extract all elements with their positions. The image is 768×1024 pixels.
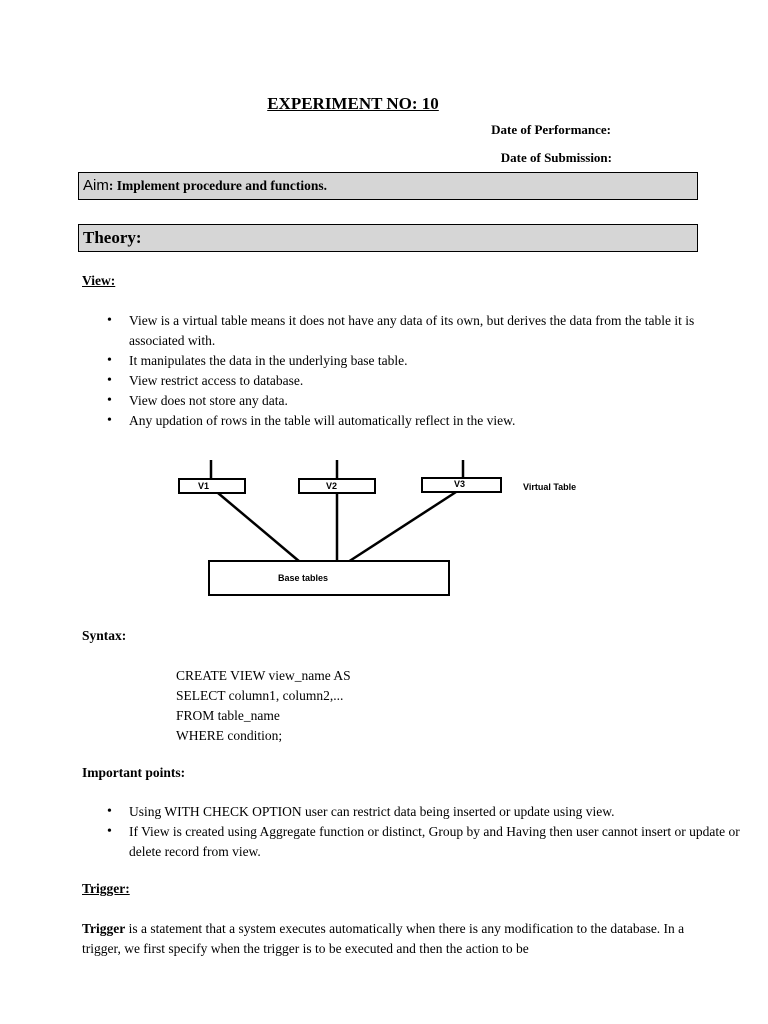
aim-text: : Implement procedure and functions. xyxy=(108,178,327,193)
date-of-submission: Date of Submission: xyxy=(500,150,612,165)
trigger-paragraph xyxy=(82,919,692,959)
code-line: CREATE VIEW view_name AS xyxy=(176,668,351,683)
v1-label: V1 xyxy=(198,481,210,491)
important-points-heading: Important points: xyxy=(82,765,186,780)
virtual-table-label: Virtual Table xyxy=(523,482,577,492)
trigger-term: Trigger xyxy=(82,921,126,936)
v2-label: V2 xyxy=(326,481,338,491)
v1-connector xyxy=(218,493,300,562)
code-line: SELECT column1, column2,... xyxy=(176,688,344,703)
trigger-heading: Trigger: xyxy=(82,881,130,896)
list-item: • It manipulates the data in the underlying base table. xyxy=(129,351,749,371)
syntax-heading: Syntax: xyxy=(82,628,127,643)
v3-label: V3 xyxy=(454,479,466,489)
list-item: • Any updation of rows in the table will automatically reflect in the view. xyxy=(129,411,749,431)
view-heading: View: xyxy=(82,273,116,288)
base-table-box xyxy=(209,561,449,595)
code-line: FROM table_name xyxy=(176,708,280,723)
view-diagram-svg xyxy=(160,455,620,605)
aim-label: Aim xyxy=(83,177,109,194)
list-item: • If View is created using Aggregate function or distinct, Group by and Having then user cannot insert or update or delete record from view. xyxy=(129,822,749,862)
list-item: • Using WITH CHECK OPTION user can restrict data being inserted or update using view. xyxy=(129,802,749,822)
base-tables-label: Base tables xyxy=(278,573,329,583)
v1-box xyxy=(179,479,245,493)
list-item: • View is a virtual table means it does not have any data of its own, but derives the data from the table it is associated with. xyxy=(129,311,749,351)
list-item: • View restrict access to database. xyxy=(129,371,749,391)
theory-label: Theory: xyxy=(83,228,142,247)
syntax-code-block xyxy=(176,666,351,746)
theory-box xyxy=(78,224,698,252)
important-bullet-list xyxy=(82,802,749,862)
trigger-text: is a statement that a system executes automatically when there is any modification to the database. In a trigger, we first specify when the trigger is to be executed and then the action to be xyxy=(82,921,685,956)
view-bullet-list xyxy=(82,311,749,431)
code-line: WHERE condition; xyxy=(176,728,283,743)
date-of-performance: Date of Performance: xyxy=(491,122,611,137)
page-title: EXPERIMENT NO: 10 xyxy=(267,94,439,113)
list-item: • View does not store any data. xyxy=(129,391,749,411)
aim-box xyxy=(78,172,698,200)
view-diagram xyxy=(160,455,620,610)
v3-connector xyxy=(348,492,456,562)
